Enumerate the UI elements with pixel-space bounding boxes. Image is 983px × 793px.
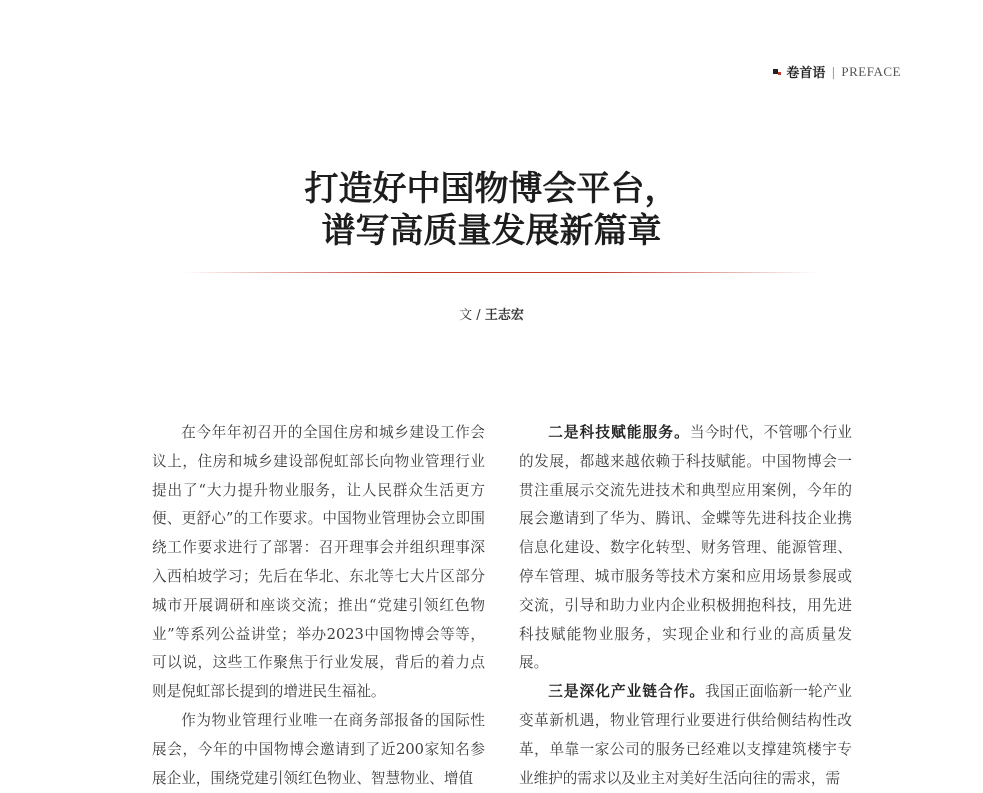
- title-line-2: 谱写高质量发展新篇章: [321, 211, 662, 251]
- paragraph-lead: 三是深化产业链合作。: [548, 683, 706, 701]
- paragraph: 作为物业管理行业唯一在商务部报备的国际性展会，今年的中国物博会邀请到了近200家知名参展企业，围绕党建引领红色物业、智慧物业、增值: [152, 711, 485, 787]
- section-separator: |: [831, 64, 836, 79]
- title-line-1: 打造好中国物博会平台，: [304, 169, 679, 209]
- paragraph: [519, 678, 852, 793]
- section-tag: [772, 62, 901, 81]
- article-title: [0, 168, 983, 252]
- paragraph-lead: 二是科技赋能服务。: [548, 424, 690, 441]
- paragraph-body: 当今时代，不管哪个行业的发展，都越来越依赖于科技赋能。中国物博会一贯注重展示交流先进技术和典型应用案例，今年的展会邀请到了华为、腾讯、金蝶等先进科技企业携信息化建设、数字化转型、财务管理、能源管理、停车管理、城市服务等技术方案和应用场景参展或交流，引导和助力业内企业积极拥抱科技，用先进科技赋能物业服务，实现企业和行业的高质量发展。: [519, 424, 852, 672]
- paragraph-body: 我国正面临新一轮产业变革新机遇，物业管理行业要进行供给侧结构性改革，单靠一家公司的服务已经难以支撑建筑楼宇专业维护的需求以及业主对美好生活向往的需求，需: [519, 683, 852, 787]
- byline: [0, 304, 983, 323]
- section-marker-icon: [772, 67, 782, 77]
- section-name-cn: 卷首语: [786, 66, 826, 81]
- author-name: 王志宏: [484, 308, 524, 323]
- section-name-en: PREFACE: [841, 63, 901, 79]
- paragraph: [519, 419, 852, 678]
- left-column: [152, 419, 485, 793]
- right-column: [519, 419, 852, 793]
- byline-prefix: 文 /: [459, 308, 481, 323]
- title-divider: [183, 272, 818, 273]
- paragraph: 在今年年初召开的全国住房和城乡建设工作会议上，住房和城乡建设部倪虹部长向物业管理行业提出了“大力提升物业服务，让人民群众生活更方便、更舒心”的工作要求。中国物业管理协会立即围绕工作要求进行了部署：召开理事会并组织理事深入西柏坡学习；先后在华北、东北等七大片区部分城市开展调研和座谈交流；推出“党建引领红色物业”等系列公益讲堂；举办2023中国物博会等等，可以说，这些工作聚焦于行业发展，背后的着力点则是倪虹部长提到的增进民生福祉。: [152, 424, 485, 701]
